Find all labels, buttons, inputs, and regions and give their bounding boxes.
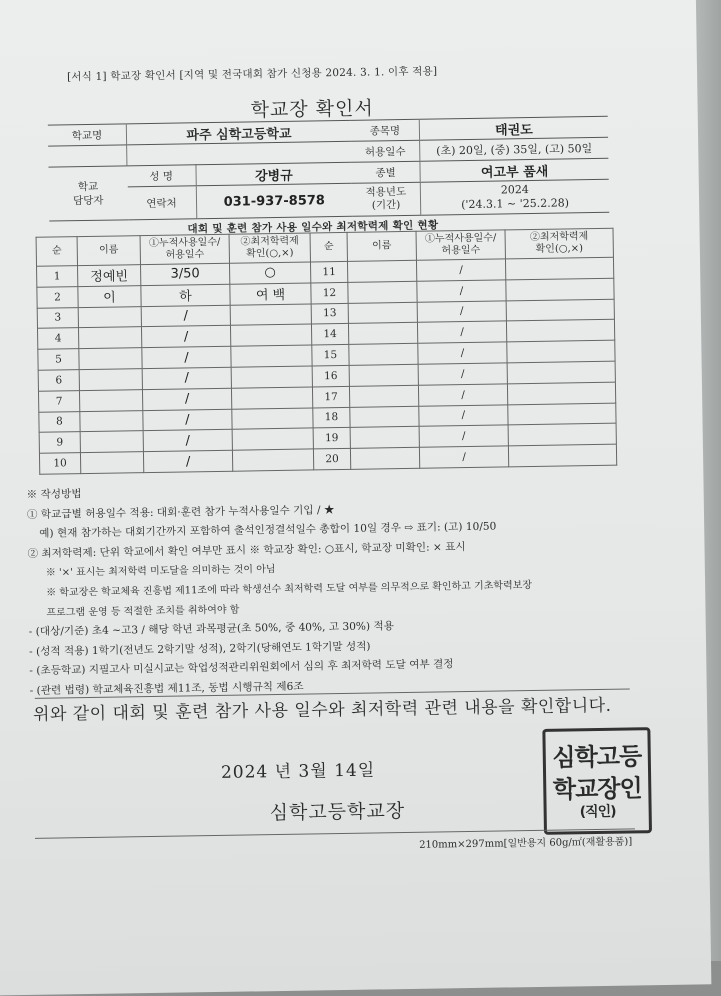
row-days: /	[417, 321, 506, 343]
row-name	[350, 406, 419, 428]
row-crit	[507, 361, 615, 383]
row-crit: 여 백	[230, 283, 311, 305]
school-label: 학교명	[48, 124, 127, 146]
official-seal: 심학고등 학교장인 (직인)	[542, 727, 652, 835]
principal-signature-line: 심학고등학교장	[269, 800, 406, 825]
row-days: /	[417, 280, 506, 302]
row-name	[80, 452, 143, 474]
row-name	[80, 410, 143, 432]
row-name	[349, 385, 418, 407]
info-table	[48, 116, 609, 222]
row-crit	[231, 387, 312, 409]
row-crit	[507, 340, 615, 362]
row-days: /	[418, 363, 507, 385]
row-crit	[508, 444, 616, 466]
manager-label-1: 학교	[77, 180, 99, 193]
row-num: 19	[313, 428, 350, 449]
col-crit: ②최저학력제 확인(○,×)	[229, 233, 310, 263]
row-days: 하	[141, 284, 230, 306]
row-name	[79, 369, 142, 391]
row-name: 정예빈	[78, 265, 141, 287]
row-num: 11	[310, 261, 347, 282]
row-days: /	[418, 342, 507, 364]
row-name	[348, 323, 417, 345]
row-days: /	[416, 259, 505, 281]
row-name	[349, 343, 418, 365]
row-crit	[506, 299, 614, 321]
note-8: - (관련 법령) 학교체육진흥법 제11조, 동법 시행규칙 제6조	[29, 680, 304, 697]
row-name	[347, 260, 416, 282]
row-num: 13	[311, 303, 348, 324]
row-num: 3	[37, 307, 78, 328]
note-6: - (성적 적용) 1학기(전년도 2학기말 성적), 2학기(당해연도 1학기말 성적)	[28, 640, 371, 658]
type-value: 여고부 품새	[420, 158, 609, 182]
row-crit	[505, 257, 613, 279]
name-label: 성 명	[127, 165, 196, 187]
row-crit	[507, 382, 615, 404]
row-name	[78, 327, 141, 349]
row-days: /	[419, 425, 508, 447]
row-crit	[230, 304, 311, 326]
allowed-days-value: (초) 20일, (중) 35일, (고) 50일	[420, 137, 609, 161]
paper-spec: 210mm×297mm[일반용지 60g/㎡(재활용품)]	[419, 836, 633, 851]
row-days: /	[142, 346, 231, 368]
year-value-1: 2024	[500, 183, 529, 197]
row-days: /	[143, 450, 232, 472]
type-label: 종별	[351, 161, 420, 183]
contact-label: 연락처	[127, 186, 196, 220]
row-num: 15	[312, 345, 349, 366]
register-subtitle: 대회 및 훈련 참가 사용 일수와 최저학력제 확인 현황	[187, 219, 439, 236]
row-name: 이	[78, 285, 141, 307]
register-table	[36, 228, 618, 475]
row-num: 4	[37, 328, 78, 349]
row-days: /	[141, 326, 230, 348]
row-crit	[232, 428, 313, 450]
row-name	[348, 281, 417, 303]
row-days: /	[142, 367, 231, 389]
row-crit	[508, 424, 616, 446]
row-crit	[231, 345, 312, 367]
row-days: /	[141, 305, 230, 327]
row-name	[78, 306, 141, 328]
row-days: 3/50	[141, 263, 230, 285]
col-name-2: 이름	[347, 231, 416, 261]
row-days: /	[143, 409, 232, 431]
row-crit	[232, 408, 313, 430]
year-value-2: ('24.3.1 ~ '25.2.28)	[461, 196, 570, 212]
row-num: 2	[37, 286, 78, 307]
row-crit	[508, 403, 616, 425]
note-4: ※ 학교장은 학교체육 진흥법 제11조에 따라 학생선수 최저학력 도달 여부를 의무적으로 확인하고 기초학력보장	[46, 579, 533, 599]
note-5: - (대상/기준) 초4 ~고3 / 해당 학년 과목평균(초 50%, 중 40%, 고 30%) 적용	[28, 620, 395, 639]
col-name: 이름	[77, 236, 140, 266]
row-days: /	[419, 446, 508, 468]
row-crit	[230, 324, 311, 346]
note-1b: 예) 현재 참가하는 대회기간까지 포함하여 출석인정결석일수 총합이 10일 경우 ⇨ 표기: (고) 10/50	[39, 520, 497, 540]
row-crit	[232, 449, 313, 471]
allowed-days-label: 허용일수	[351, 140, 420, 162]
row-num: 6	[38, 370, 79, 391]
note-7: - (초등학교) 지필고사 미실시교는 학업성적관리위원회에서 심의 후 최저학력 도달 여부 결정	[29, 658, 454, 678]
row-days: /	[142, 388, 231, 410]
event-label: 종목명	[351, 119, 420, 141]
instructions	[26, 476, 649, 701]
row-crit: ○	[229, 262, 310, 284]
row-days: /	[419, 404, 508, 426]
row-num: 14	[311, 324, 348, 345]
row-crit	[506, 320, 614, 342]
row-num: 9	[39, 432, 80, 453]
row-num: 16	[312, 365, 349, 386]
row-days: /	[418, 384, 507, 406]
row-crit	[231, 366, 312, 388]
contact-value: 031-937-8578	[196, 183, 352, 218]
row-name	[350, 447, 419, 469]
row-num: 17	[312, 386, 349, 407]
row-num: 8	[39, 411, 80, 432]
row-crit	[506, 278, 614, 300]
row-num: 1	[37, 266, 78, 287]
col-crit-2: ②최저학력제 확인(○,×)	[505, 228, 613, 259]
year-label-1: 적용년도	[365, 185, 407, 199]
issue-date: 2024 년 3월 14일	[220, 760, 376, 783]
school-value: 파주 심학고등학교	[126, 120, 351, 145]
row-days: /	[143, 430, 232, 452]
row-num: 7	[38, 390, 79, 411]
name-value: 강병규	[195, 162, 351, 185]
row-name	[349, 364, 418, 386]
note-1: ① 학교급별 허용일수 적용: 대회·훈련 참가 누적사용일수 기입 / ★	[26, 503, 335, 521]
note-3: ※ '×' 표시는 최저학력 미도달을 의미하는 것이 아님	[45, 564, 276, 580]
col-days: ①누적사용일수/ 허용일수	[140, 234, 229, 264]
row-name	[348, 302, 417, 324]
note-4b: 프로그램 운영 등 적절한 조치를 취하여야 함	[46, 604, 240, 619]
row-num: 5	[38, 349, 79, 370]
row-num: 20	[313, 449, 350, 470]
row-num: 12	[311, 282, 348, 303]
notes-heading: ※ 작성방법	[26, 488, 82, 501]
manager-label-2: 담당자	[72, 194, 104, 207]
row-name	[79, 348, 142, 370]
row-num: 10	[39, 453, 80, 474]
col-num-2: 순	[310, 232, 347, 262]
row-name	[80, 431, 143, 453]
event-value: 태권도	[419, 116, 608, 140]
confirmation-statement: 위와 같이 대회 및 훈련 참가 사용 일수와 최저학력 관련 내용을 확인합니다.	[32, 695, 612, 725]
form-header: [서식 1] 학교장 확인서 [지역 및 전국대회 참가 신청용 2024. 3. 1. 이후 적용]	[66, 65, 438, 84]
col-days-2: ①누적사용일수/ 허용일수	[416, 230, 505, 260]
row-name	[79, 389, 142, 411]
note-2: ② 최저학력제: 단위 학교에서 확인 여부만 표시 ※ 학교장 확인: ○표시, 학교장 미확인: × 표시	[27, 540, 466, 560]
year-label-2: (기간)	[371, 199, 401, 212]
row-num: 18	[313, 407, 350, 428]
row-name	[350, 427, 419, 449]
col-num: 순	[36, 237, 77, 267]
row-days: /	[417, 300, 506, 322]
document-title: 학교장 확인서	[250, 97, 374, 122]
